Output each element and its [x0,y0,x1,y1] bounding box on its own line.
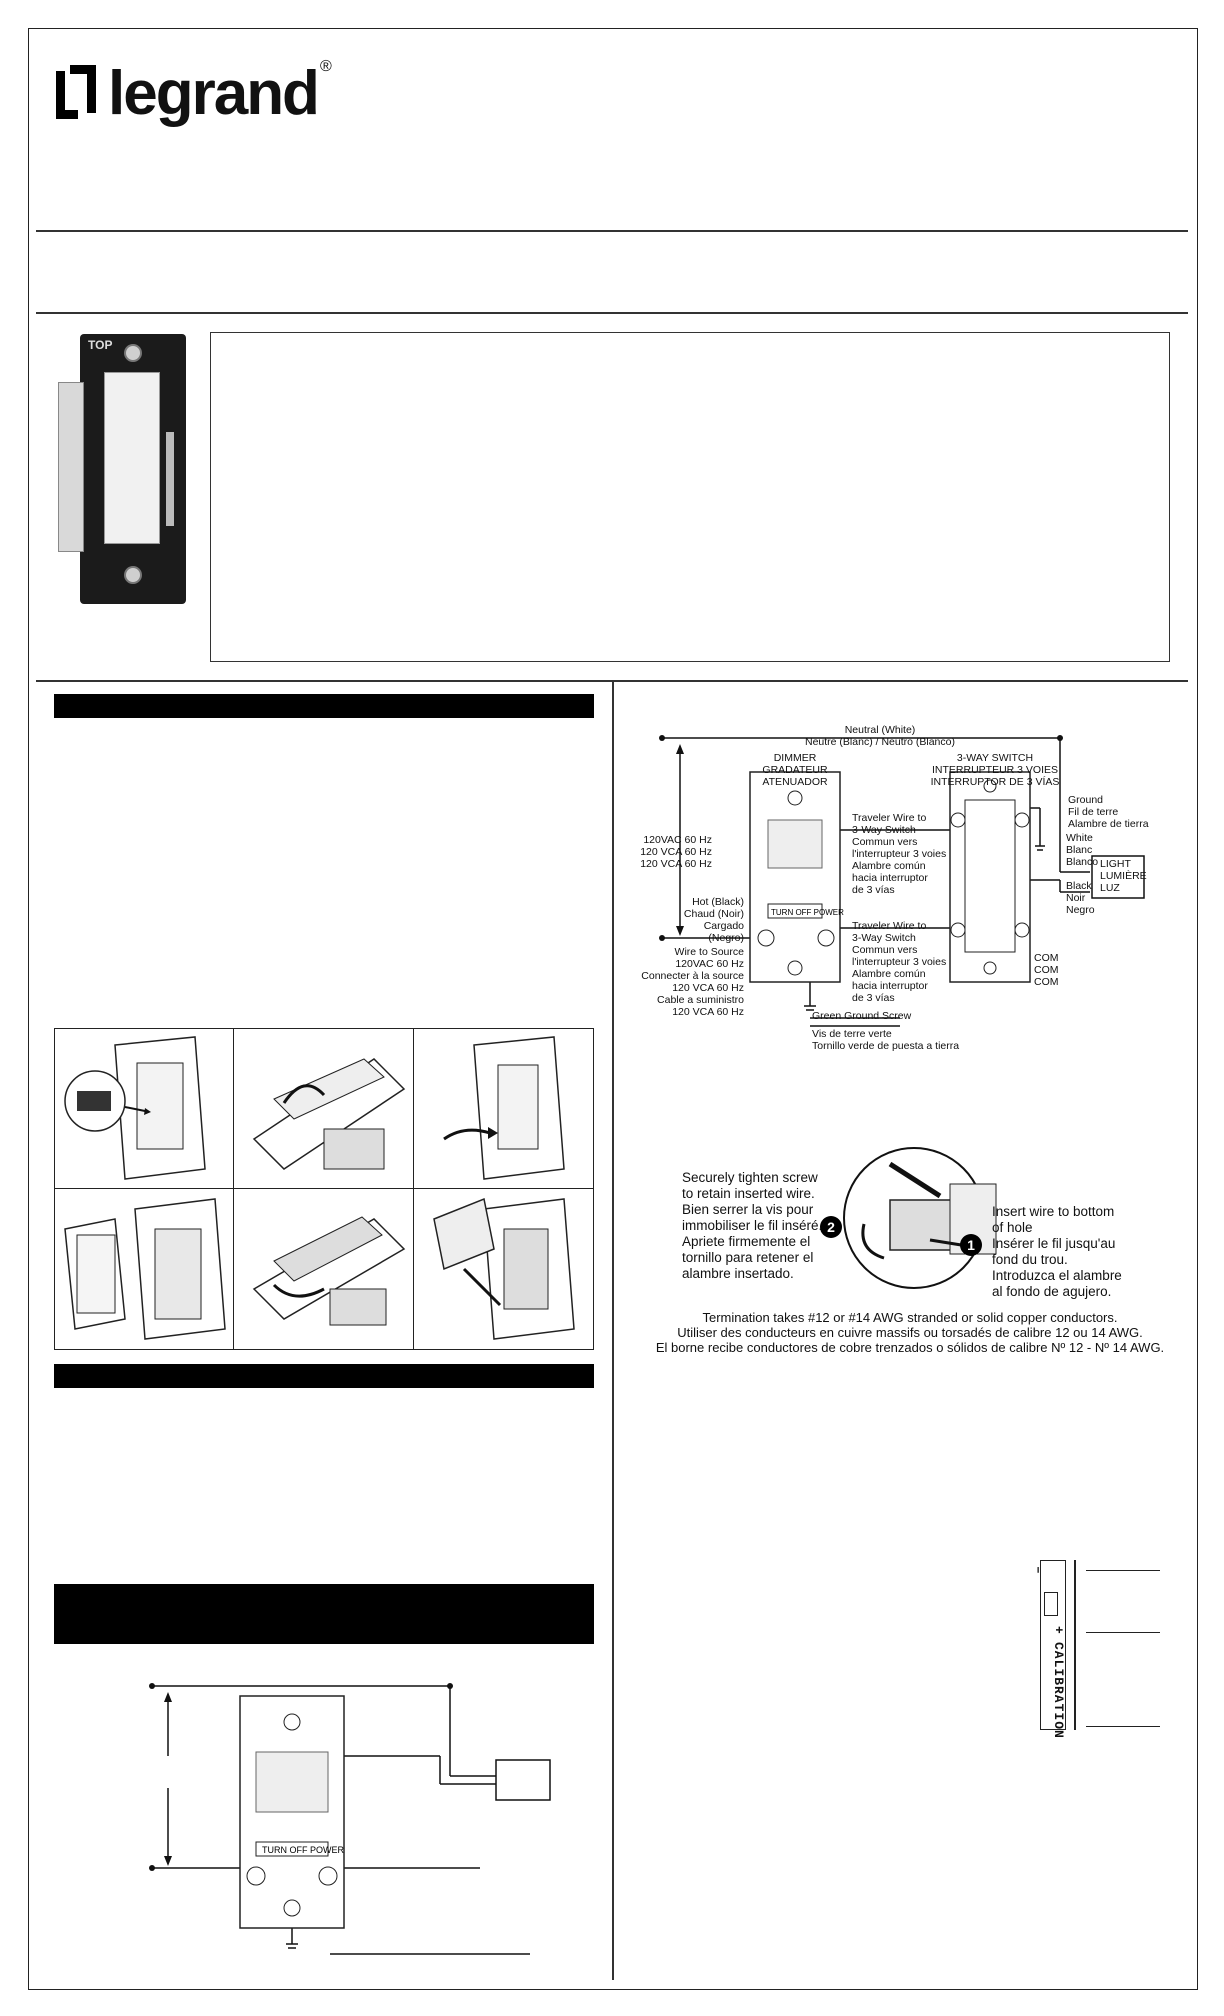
turn-off-power-label: TURN OFF POWER [262,1845,344,1855]
termination-caption: Termination takes #12 or #14 AWG stranded or solid copper conductors. Utiliser des conducteurs en cuivre massifs ou torsadés de calibre 12 ou 14 AWG. El borne recibe conductores de cobre trenzados o sólidos de calibre Nº 12 - Nº 14 AWG. [655,1310,1165,1355]
tighten-screw-instructions: Securely tighten screw to retain inserted wire. Bien serrer la vis pour immobiliser le fil inséré. Apriete firmemente el tornillo para retener el alambre insertado. [682,1170,823,1281]
calibration-line [1086,1632,1160,1633]
termination-detail-illustration [830,1144,1010,1294]
three-way-switch-label: 3-WAY SWITCH INTERRUPTEUR 3 VOIES INTERRUPTOR DE 3 VÍAS [930,752,1060,788]
insert-wire-instructions: Insert wire to bottom of hole Insérer le fil jusqu'au fond du trou. Introduzca el alambre al fondo de agujero. [992,1204,1122,1299]
section-header-bar [54,694,594,718]
light-label: LIGHT LUMIÈRE LUZ [1100,858,1147,894]
calibration-minus: – [1031,1566,1046,1575]
notice-box [210,332,1170,662]
calibration-line [1086,1570,1160,1571]
top-label: TOP [88,338,113,352]
step-illustration [414,1189,593,1349]
divider [36,312,1188,314]
single-pole-wiring-diagram [140,1672,580,1972]
neutral-label: Neutral (White) [844,724,916,736]
step-illustration [234,1029,413,1189]
installation-steps-grid [54,1028,594,1350]
section-header-bar [54,1584,594,1644]
legrand-logo-mark [56,65,100,123]
step-illustration [55,1189,234,1349]
step-one-badge: 1 [960,1234,982,1256]
traveler-wire-label-upper: Traveler Wire to 3-Way Switch Commun vers l'interrupteur 3 voies Alambre común hacia interruptor de 3 vías [852,812,947,896]
step-illustration [55,1029,234,1189]
mounting-screw-icon [124,344,142,362]
black-wire-label: Black Noir Negro [1066,880,1095,916]
dimmer-paddle [104,372,160,544]
traveler-wire-label-lower: Traveler Wire to 3-Way Switch Commun vers l'interrupteur 3 voies Alambre común hacia interruptor de 3 vías [852,920,947,1004]
legrand-logo [56,54,332,134]
column-divider [612,680,614,1980]
turn-off-power-label: TURN OFF POWER [771,908,844,917]
green-ground-screw-fr-es-label: Vis de terre verte Tornillo verde de puesta a tierra [812,1028,960,1052]
ground-label: Ground Fil de terre Alambre de tierra [1068,794,1149,830]
com-label: COM COM COM [1034,952,1059,988]
step-illustration [414,1029,593,1189]
supply-voltage-label: 120VAC 60 Hz 120 VCA 60 Hz 120 VCA 60 Hz [640,834,712,870]
calibration-plus: + [1051,1626,1066,1635]
white-wire-label: White Blanc Blanco [1066,832,1099,868]
divider [36,230,1188,232]
dimmer-slider [166,432,174,526]
green-ground-screw-label: Green Ground Screw [812,1010,912,1022]
brand-name: legrand [108,59,318,128]
calibration-label: CALIBRATION [1051,1642,1066,1739]
step-illustration [234,1189,413,1349]
neutral-fr-es-label: Neutre (Blanc) / Neutro (Blanco) [805,736,955,748]
mounting-screw-icon [124,566,142,584]
calibration-line [1086,1726,1160,1727]
section-header-bar [54,1364,594,1388]
step-two-badge: 2 [820,1216,842,1238]
wire-to-source-label: Wire to Source 120VAC 60 Hz Connecter à la source 120 VCA 60 Hz Cable a suministro 120 VCA 60 Hz [641,946,744,1018]
registered-mark: ® [319,58,332,75]
calibration-edge [1074,1560,1076,1730]
dimmer-label: DIMMER GRADATEUR ATENUADOR [762,752,828,788]
dimmer-product-image [80,334,186,604]
hot-wire-label: Hot (Black) Chaud (Noir) Cargado (Negro) [683,896,744,944]
calibration-slider[interactable] [1044,1592,1058,1616]
